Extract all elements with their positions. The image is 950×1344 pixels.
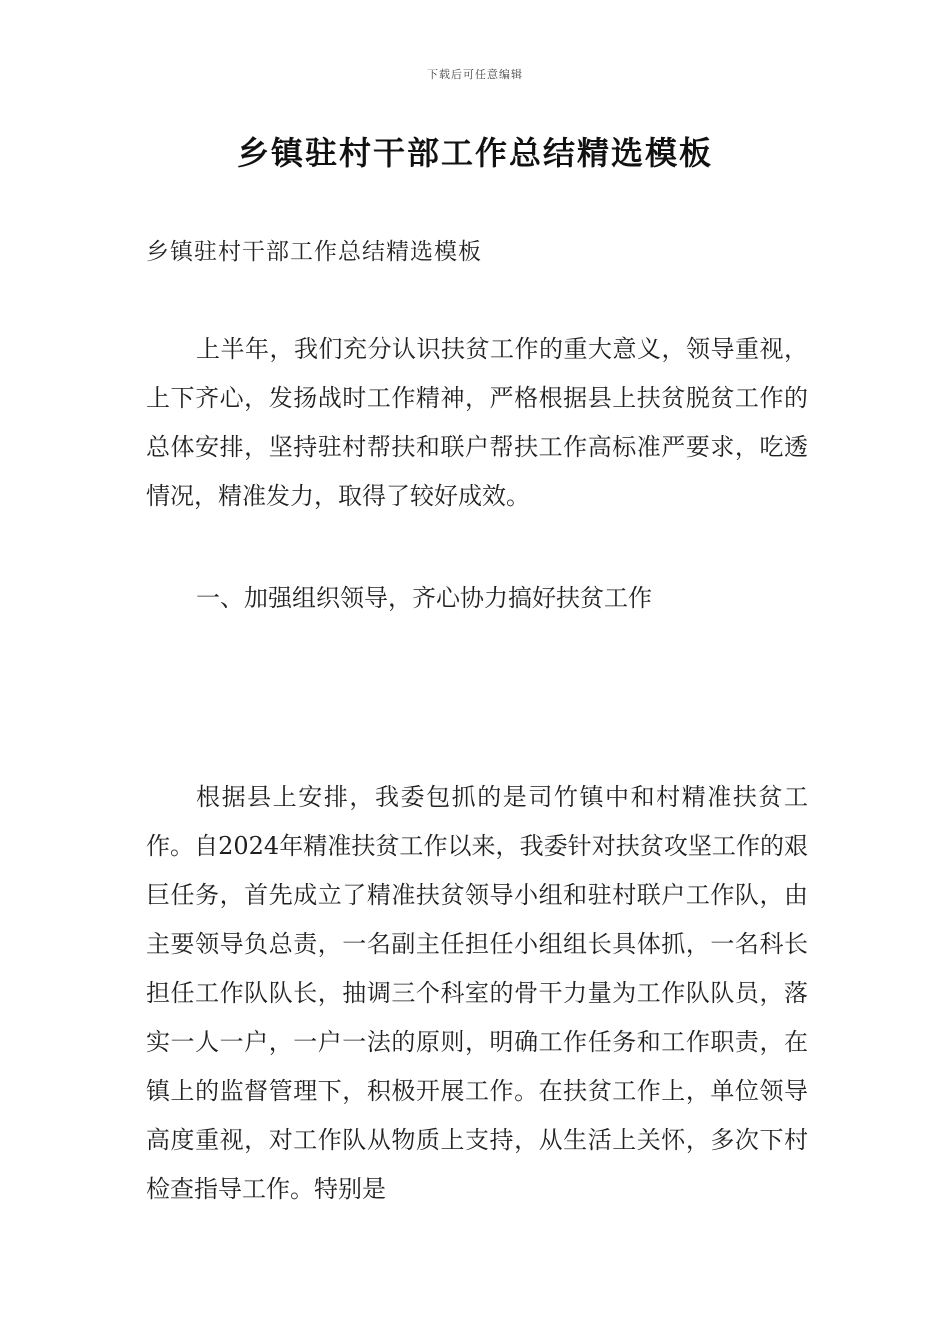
paragraph-intro: 上半年，我们充分认识扶贫工作的重大意义，领导重视，上下齐心，发扬战时工作精神，严格根据县上扶贫脱贫工作的总体安排，坚持驻村帮扶和联户帮扶工作高标准严要求，吃透情况，精准发力，取得了较好成效。 [146,335,808,510]
paragraph-body: 根据县上安排，我委包抓的是司竹镇中和村精准扶贫工作。自2024年精准扶贫工作以来，我委针对扶贫攻坚工作的艰巨任务，首先成立了精准扶贫领导小组和驻村联户工作队，由主要领导负总责，一名副主任担任小组组长具体抓，一名科长担任工作队队长，抽调三个科室的骨干力量为工作队队员，落实一人一户，一户一法的原则，明确工作任务和工作职责，在镇上的监督管理下，积极开展工作。在扶贫工作上，单位领导高度重视，对工作队从物质上支持，从生活上关怀，多次下村检查指导工作。特别是 [146,783,808,1203]
section-heading-1: 一、加强组织领导，齐心协力搞好扶贫工作 [196,584,652,612]
document-title: 乡镇驻村干部工作总结精选模板 [236,134,713,172]
document-subtitle: 乡镇驻村干部工作总结精选模板 [146,239,482,265]
header-note: 下载后可任意编辑 [427,68,523,81]
